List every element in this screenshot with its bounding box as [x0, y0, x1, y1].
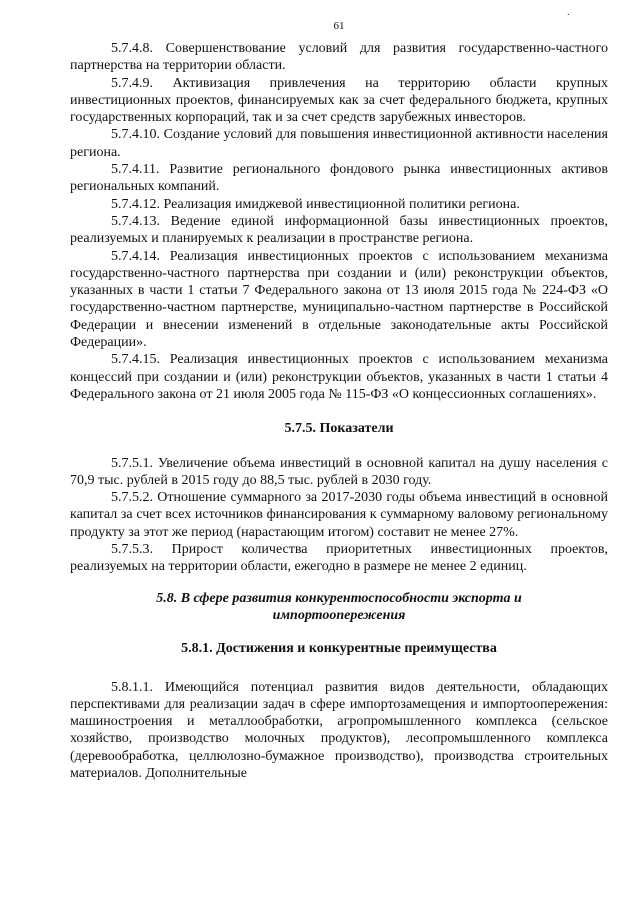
page-number: 61	[333, 20, 345, 32]
document-body	[70, 40, 608, 782]
paragraph-5-7-4-11: 5.7.4.11. Развитие регионального фондового рынка инвестиционных активов региональных компаний.	[70, 162, 608, 195]
heading-5-8-1: 5.8.1. Достижения и конкурентные преимущества	[181, 641, 497, 657]
paragraph-5-7-4-9: 5.7.4.9. Активизация привлечения на территорию области крупных инвестиционных проектов, финансируемых как за счет федерального бюджета, крупных государственных корпораций, так и за счет средств зарубежных инвесторов.	[70, 75, 608, 126]
heading-5-7-5: 5.7.5. Показатели	[284, 421, 394, 437]
paragraph-5-7-4-13: 5.7.4.13. Ведение единой информационной базы инвестиционных проектов, реализуемых и планируемых к реализации в пространстве региона.	[70, 213, 608, 247]
paragraph-5-7-5-2: 5.7.5.2. Отношение суммарного за 2017-2030 годы объема инвестиций в основной капитал за счет всех источников финансирования к суммарному валовому региональному продукту за этот же период (нарастающим итогом) составит не менее 27%.	[70, 490, 608, 540]
paragraph-5-8-1-1: 5.8.1.1. Имеющийся потенциал развития видов деятельности, обладающих перспективами для реализации задач в сфере импортозамещения и импортоопережения: машиностроения и металлообработки, агропромышленного комплекса (сельское хозяйство, производство молочных продуктов), лесопромышленного комплекса (деревообработка, целлюлозно-бумажное производство), производства строительных материалов. Дополнительные	[70, 679, 608, 781]
heading-5-8: 5.8. В сфере развития конкурентоспособности экспорта и импортоопережения	[156, 590, 522, 623]
stray-mark: ˙	[566, 13, 570, 24]
paragraph-5-7-4-14: 5.7.4.14. Реализация инвестиционных проектов с использованием механизма государственно-частного партнерства при создании и (или) реконструкции объектов, указанных в части 1 статьи 7 Федерального закона от 13 июля 2015 года № 224-ФЗ «О государственно-частном партнерстве, муниципально-частном партнерстве в Российской Федерации и внесении изменений в отдельные законодательные акты Российской Федерации».	[70, 248, 608, 351]
paragraph-5-7-5-1: 5.7.5.1. Увеличение объема инвестиций в основной капитал на душу населения с 70,9 тыс. рублей в 2015 году до 88,5 тыс. рублей в 2030 году.	[70, 455, 608, 488]
paragraph-5-7-4-12: 5.7.4.12. Реализация имиджевой инвестиционной политики региона.	[111, 196, 520, 212]
paragraph-5-7-4-15: 5.7.4.15. Реализация инвестиционных проектов с использованием механизма концессий при создании и (или) реконструкции объектов, указанных в части 1 статьи 4 Федерального закона от 21 июля 2005 года № 115-ФЗ «О концессионных соглашениях».	[70, 352, 608, 402]
paragraph-5-7-4-8: 5.7.4.8. Совершенствование условий для развития государственно-частного партнерства на территории области.	[70, 41, 608, 74]
paragraph-5-7-4-10: 5.7.4.10. Создание условий для повышения инвестиционной активности населения региона.	[70, 127, 608, 160]
paragraph-5-7-5-3: 5.7.5.3. Прирост количества приоритетных инвестиционных проектов, реализуемых на территории области, ежегодно в размере не менее 2 единиц.	[70, 542, 608, 575]
